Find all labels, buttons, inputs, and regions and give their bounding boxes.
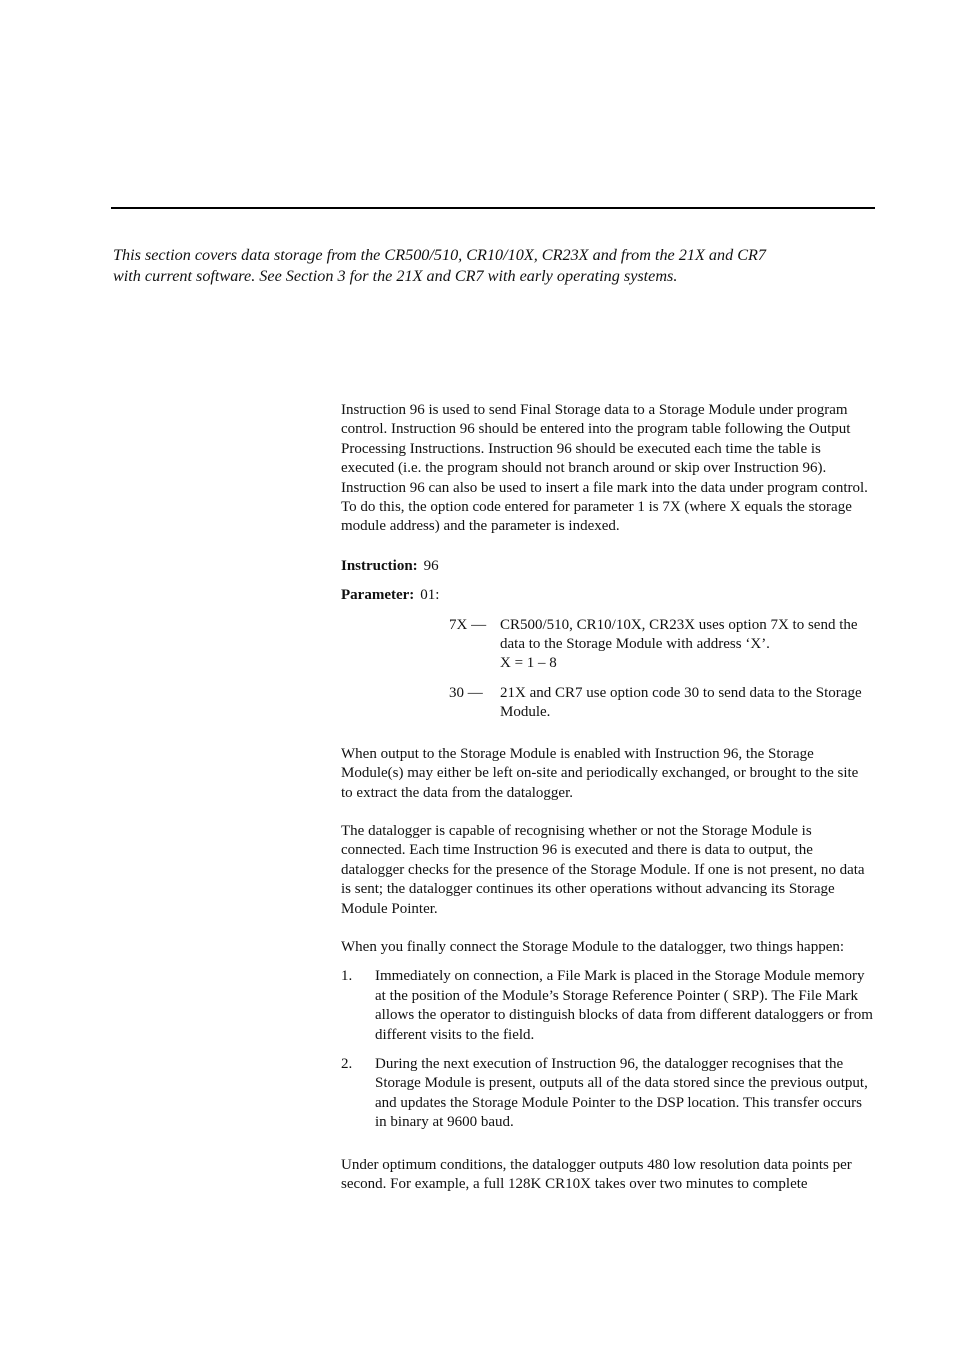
steps-list bbox=[341, 967, 873, 1132]
option-code: 7X — bbox=[449, 616, 487, 633]
list-item-number: 2. bbox=[341, 1055, 353, 1072]
option-text: CR500/510, CR10/10X, CR23X uses option 7X to send the data to the Storage Module with address ‘X’. bbox=[500, 616, 858, 653]
list-item-text: Immediately on connection, a File Mark is placed in the Storage Module memory at the position of the Module’s Storage Reference Pointer ( SRP). The File Mark allows the operator to distinguish blocks of data from different dataloggers or from different visits to the field. bbox=[375, 968, 873, 1043]
instruction-label: Instruction: bbox=[341, 557, 418, 574]
option-30 bbox=[341, 684, 873, 723]
option-7x bbox=[341, 616, 873, 674]
paragraph-connect: When you finally connect the Storage Module to the datalogger, two things happen: bbox=[341, 938, 845, 955]
list-item bbox=[341, 967, 873, 1045]
option-extra: X = 1 – 8 bbox=[500, 655, 557, 672]
option-code: 30 — bbox=[449, 684, 483, 701]
section-rule bbox=[111, 207, 875, 209]
option-text: 21X and CR7 use option code 30 to send data to the Storage Module. bbox=[500, 684, 862, 721]
paragraph-output-enabled: When output to the Storage Module is enabled with Instruction 96, the Storage Module(s) may either be left on-site and periodically exchanged, or brought to the site to extract the data from the datalogger. bbox=[341, 745, 859, 801]
main-body bbox=[341, 401, 873, 1194]
paragraph-recognition: The datalogger is capable of recognising whether or not the Storage Module is connected. Each time Instruction 96 is executed and there is data to output, the datalogger checks for the presence of the Storage Module. If one is not present, no data is sent; the datalogger continues its other operations without advancing its Storage Module Pointer. bbox=[341, 822, 865, 917]
list-item-text: During the next execution of Instruction 96, the datalogger recognises that the Storage Module is present, outputs all of the data stored since the previous output, and updates the Storage Module Pointer to the DSP location. This transfer occurs in binary at 9600 baud. bbox=[375, 1055, 868, 1131]
list-item bbox=[341, 1055, 873, 1133]
paragraph-optimum-conditions: Under optimum conditions, the datalogger outputs 480 low resolution data points per second. For example, a full 128K CR10X takes over two minutes to complete bbox=[341, 1156, 852, 1192]
parameter-field bbox=[341, 586, 873, 605]
paragraph-instruction-96: Instruction 96 is used to send Final Storage data to a Storage Module under program control. Instruction 96 should be entered into the program table following the Output Processing Instructions. Instruction 96 should be executed each time the table is executed (i.e. the program should not branch around or skip over Instruction 96). Instruction 96 can also be used to insert a file mark into the data under program control. To do this, the option code entered for parameter 1 is 7X (where X equals the storage module address) and the parameter is indexed. bbox=[341, 402, 868, 535]
parameter-value: 01: bbox=[420, 587, 440, 604]
list-item-number: 1. bbox=[341, 968, 353, 985]
parameter-label: Parameter: bbox=[341, 587, 415, 604]
instruction-value: 96 bbox=[423, 557, 439, 574]
instruction-field bbox=[341, 557, 873, 576]
section-intro: This section covers data storage from the CR500/510, CR10/10X, CR23X and from the 21X and CR7 with current software. See Section 3 for the 21X and CR7 with early operating systems. bbox=[113, 246, 767, 286]
